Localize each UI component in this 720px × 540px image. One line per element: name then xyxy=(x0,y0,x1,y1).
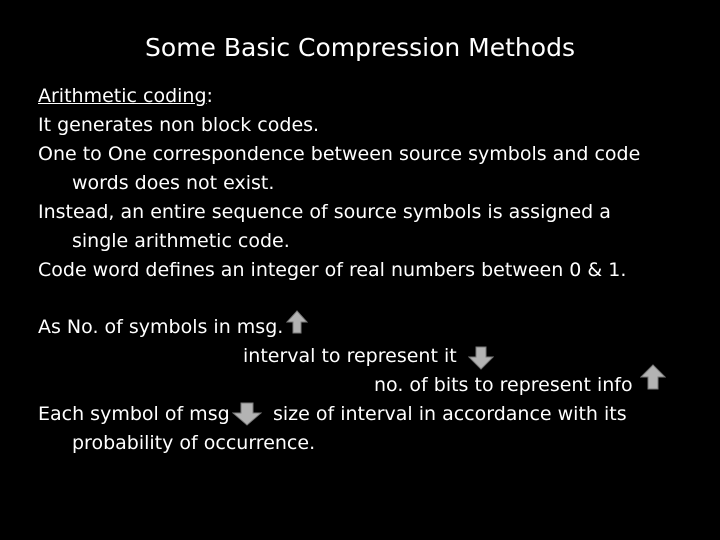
text-line-11: size of interval in accordance with its xyxy=(273,403,627,425)
text-line-8: interval to represent it xyxy=(243,345,457,367)
down-arrow-icon xyxy=(232,402,262,426)
text-line-3: words does not exist. xyxy=(72,172,275,194)
text-line-9: no. of bits to represent info xyxy=(374,374,633,396)
heading-text: Arithmetic coding xyxy=(38,85,207,107)
text-line-1: It generates non block codes. xyxy=(38,114,320,136)
slide-title: Some Basic Compression Methods xyxy=(145,33,575,62)
text-line-2: One to One correspondence between source symbols and code xyxy=(38,143,641,165)
text-line-10: Each symbol of msg xyxy=(38,403,230,425)
text-line-5: single arithmetic code. xyxy=(72,230,290,252)
section-heading xyxy=(38,82,213,111)
text-line-12: probability of occurrence. xyxy=(72,432,316,454)
text-line-6: Code word defines an integer of real numbers between 0 & 1. xyxy=(38,259,627,281)
up-arrow-icon xyxy=(640,364,666,390)
text-line-7: As No. of symbols in msg. xyxy=(38,316,284,338)
text-line-4: Instead, an entire sequence of source symbols is assigned a xyxy=(38,201,611,223)
down-arrow-icon xyxy=(468,346,494,370)
up-arrow-icon xyxy=(286,310,308,334)
heading-colon: : xyxy=(206,85,213,107)
